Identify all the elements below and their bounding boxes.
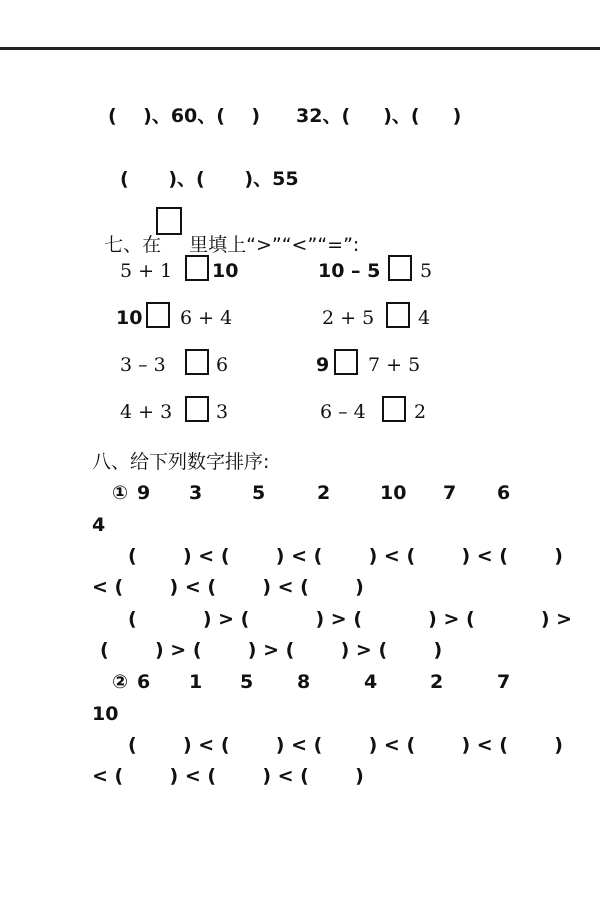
compare-left: 6 – 4	[320, 401, 366, 423]
group-2-number: 8	[297, 671, 311, 693]
group-1-descending-line-1: ( ) > ( ) > ( ) > ( ) >	[128, 608, 573, 630]
group-2-number: 5	[240, 671, 254, 693]
answer-box[interactable]	[185, 349, 209, 375]
group-1-ascending-line-1: ( ) < ( ) < ( ) < ( ) < ( )	[128, 545, 563, 567]
example-box-icon	[156, 207, 182, 235]
group-1-number: 7	[443, 482, 457, 504]
group-2-ascending-line-1: ( ) < ( ) < ( ) < ( ) < ( )	[128, 734, 563, 756]
answer-box[interactable]	[386, 302, 410, 328]
compare-right: 6 + 4	[180, 307, 233, 329]
header-rule	[0, 47, 600, 50]
group-1-marker: ①	[112, 482, 129, 504]
group-2-number: 4	[364, 671, 378, 693]
compare-right: 10	[212, 260, 239, 282]
compare-left: 5 + 1	[120, 260, 173, 282]
section-7-suffix: 里填上“>”“<”“=”:	[189, 234, 360, 256]
group-1-number: 4	[92, 514, 106, 536]
compare-right: 6	[216, 354, 229, 376]
group-2-number: 10	[92, 703, 119, 725]
group-2-number: 7	[497, 671, 511, 693]
compare-right: 7 + 5	[368, 354, 421, 376]
compare-left: 3 – 3	[120, 354, 166, 376]
compare-left: 4 + 3	[120, 401, 173, 423]
group-2-marker: ②	[112, 671, 129, 693]
section-7-prefix: 七、在	[104, 234, 162, 256]
compare-left: 10 – 5	[318, 260, 381, 282]
group-2-ascending-line-2: < ( ) < ( ) < ( )	[92, 765, 364, 787]
group-1-number: 9	[137, 482, 151, 504]
group-1-number: 6	[497, 482, 511, 504]
sequence-row-2: ( )、( )、55	[120, 168, 299, 190]
group-1-number: 3	[189, 482, 203, 504]
group-2-number: 2	[430, 671, 444, 693]
group-1-ascending-line-2: < ( ) < ( ) < ( )	[92, 576, 364, 598]
sequence-row-1-right: 32、( )、( )	[296, 105, 462, 127]
answer-box[interactable]	[388, 255, 412, 281]
answer-box[interactable]	[382, 396, 406, 422]
section-7-heading	[92, 212, 359, 256]
compare-left: 9	[316, 354, 330, 376]
group-1-number: 10	[380, 482, 407, 504]
group-1-number: 5	[252, 482, 266, 504]
compare-right: 2	[414, 401, 427, 423]
sequence-row-1-left: ( )、60、( )	[108, 105, 261, 127]
compare-left: 10	[116, 307, 143, 329]
section-8-heading: 八、给下列数字排序:	[92, 451, 270, 473]
answer-box[interactable]	[146, 302, 170, 328]
compare-right: 4	[418, 307, 431, 329]
group-2-number: 1	[189, 671, 203, 693]
answer-box[interactable]	[334, 349, 358, 375]
group-1-number: 2	[317, 482, 331, 504]
compare-right: 3	[216, 401, 229, 423]
answer-box[interactable]	[185, 255, 209, 281]
answer-box[interactable]	[185, 396, 209, 422]
group-2-number: 6	[137, 671, 151, 693]
compare-left: 2 + 5	[322, 307, 375, 329]
compare-right: 5	[420, 260, 433, 282]
group-1-descending-line-2: ( ) > ( ) > ( ) > ( )	[100, 639, 443, 661]
